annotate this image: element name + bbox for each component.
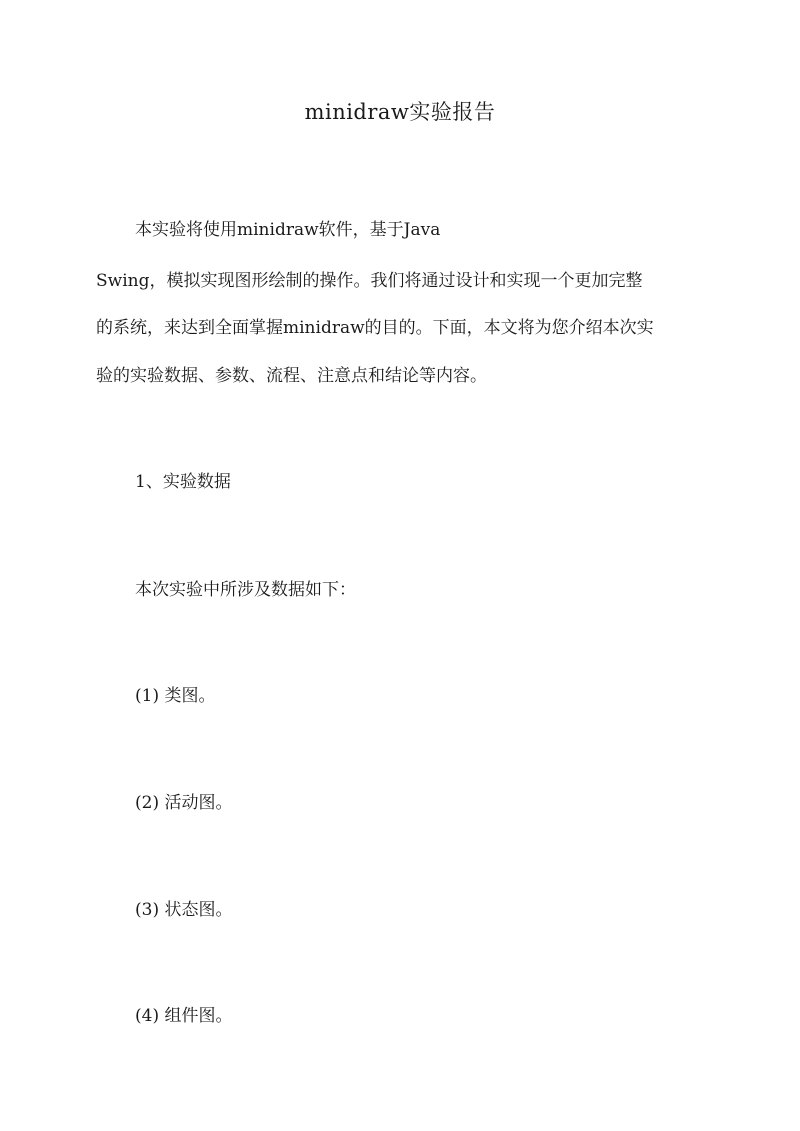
intro-line-3: 的系统，来达到全面掌握minidraw的目的。下面，本文将为您介绍本次实 [96, 318, 654, 338]
intro-line-1: 本实验将使用minidraw软件，基于Java [135, 220, 441, 240]
list-item: (1) 类图。 [135, 686, 216, 706]
list-item: (2) 活动图。 [135, 793, 233, 813]
list-item: (4) 组件图。 [135, 1006, 233, 1026]
list-item: (3) 状态图。 [135, 900, 233, 920]
intro-line-2: Swing，模拟实现图形绘制的操作。我们将通过设计和实现一个更加完整 [96, 271, 643, 291]
document-title: minidraw实验报告 [304, 100, 496, 124]
section-intro: 本次实验中所涉及数据如下： [135, 580, 356, 600]
section-heading: 1、实验数据 [135, 472, 231, 492]
intro-line-4: 验的实验数据、参数、流程、注意点和结论等内容。 [96, 366, 487, 386]
